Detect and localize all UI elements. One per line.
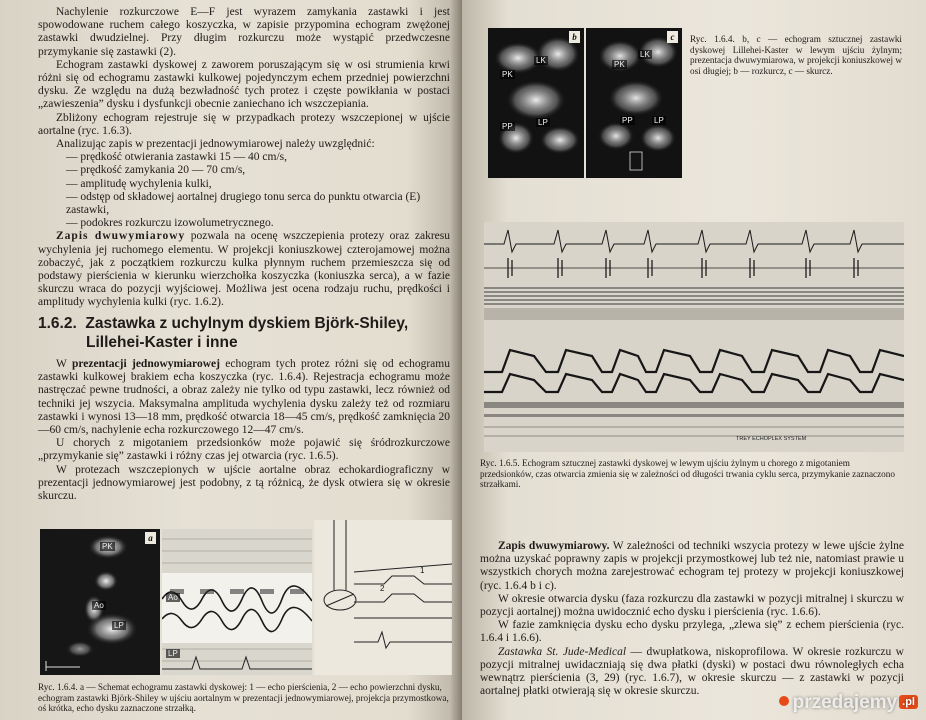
watermark-text: przedajemy	[792, 692, 898, 713]
panel-letter-a: a	[145, 532, 156, 544]
label-lp-c: LP	[654, 116, 664, 125]
right-text	[480, 540, 904, 698]
list-item: — odstęp od składowej aortalnej drugiego tonu serca do punktu otwarcia (E) zastawki,	[66, 191, 450, 217]
intro-paragraph: Nachylenie rozkurczowe E—F jest wyrazem zamykania zastawki i jest spowodowane ruchem całego koszyczka, w zapisie przypomina echogram zwężonej zastawki dwudzielnej. Przy długim rozkurczu może wystąpić przedwczesne przymykanie się zastawki (2).	[38, 6, 450, 58]
caption-bc-text: Ryc. 1.6.4. b, c — echogram sztucznej zastawki dyskowej Lillehei-Kaster w lewym ujściu żylnym; prezentacja dwuwymiarowa, w projekcji koniuszkowej w osi długiej; b — rozkurcz, c — skurcz.	[690, 34, 902, 76]
label-lp: LP	[114, 621, 124, 630]
paragraph-st-jude	[480, 646, 904, 699]
label-pp-c: PP	[622, 116, 633, 125]
paragraph-aortic: Zbliżony echogram rejestruje się w przypadkach protezy wszczepionej w ujście aortalne (ryc. 1.6.3).	[38, 111, 450, 137]
caption-fig-165	[480, 458, 900, 490]
section-title-line-2: Lillehei-Kaster i inne	[86, 334, 238, 351]
st-jude-name: Zastawka St. Jude-Medical	[498, 645, 627, 658]
lead-2d: Zapis dwuwymiarowy	[56, 230, 186, 243]
label-pk-b: PK	[502, 70, 513, 79]
list-item: — prędkość zamykania 20 — 70 cm/s,	[66, 164, 450, 177]
label-pk-c: PK	[614, 60, 625, 69]
right-page	[462, 0, 926, 720]
watermark-dot-icon	[779, 696, 789, 706]
label-ao-mmode: Ao	[168, 593, 178, 602]
label-ao: Ao	[94, 601, 104, 610]
section-heading	[38, 314, 450, 352]
left-text-top	[38, 6, 450, 310]
measurement-list	[38, 151, 450, 230]
panel-letter-c: c	[667, 31, 678, 43]
paragraph-2d-right	[480, 540, 904, 593]
caption-165-text: Ryc. 1.6.5. Echogram sztucznej zastawki dyskowej w lewym ujściu żylnym u chorego z migotaniem przedsionków, czas otwarcia zmienia się w zależności od długości trwania cyklu serca, przymykanie zaznaczono strzałkami.	[480, 458, 895, 490]
figure-165-strip	[484, 222, 904, 452]
paragraph-1d	[38, 358, 450, 437]
label-lp-mmode: LP	[168, 649, 178, 658]
paragraph-disc-closed: W fazie zamknięcia dysku echo dysku przylega, „zlewa się” z echem pierścienia (ryc. 1.6.4 i 1.6.6).	[480, 619, 904, 645]
schematic-diagram	[314, 520, 452, 675]
paragraph-2d-body: pozwala na ocenę wszczepienia protezy oraz zakresu wychylenia jej ruchomego elementu. W projekcji koniuszkowej czterojamowej można zobaczyć, jak z początkiem rozkurczu kulka płynnym ruchem przemieszcza się od podstawy pierścienia w kierunku wierzchołka koszyczka (koniuszka serca), a w fazie skurczu wraca do pozycji wyjściowej. Możliwa jest ocena rodzaju ruchu, prędkości i amplitudy wychylenia kulki (ryc. 1.6.2).	[38, 230, 450, 309]
caption-fig-164a	[38, 682, 450, 714]
label-pp-b: PP	[502, 122, 513, 131]
paragraph-aortic-prosthesis: W protezach wszczepionych w ujście aortalne obraz echokardiograficzny w prezentacji jednowymiarowej jest podobny, z tą różnicą, że dysk otwiera się w okresie skurczu.	[38, 463, 450, 503]
echo-b-image	[488, 28, 584, 178]
figure-164c-echo	[586, 28, 682, 178]
figure-164b-echo	[488, 28, 584, 178]
caption-text: Ryc. 1.6.4. a — Schemat echogramu zastawki dyskowej: 1 — echo pierścienia, 2 — echo powierzchni dysku, echogram zastawki Björk-Shiley w ujściu aortalnym w prezentacji jednowymiarowej, projekcja przymostkowa, oś krótka, echo dysku zaznaczone strzałką.	[38, 682, 449, 714]
section-title: Zastawka z uchylnym dyskiem Björk-Shiley,	[85, 315, 409, 332]
echo-c-image	[586, 28, 682, 178]
label-lp-b: LP	[538, 118, 548, 127]
panel-letter-b: b	[569, 31, 580, 43]
left-text-bottom	[38, 358, 450, 503]
paragraph-fibrillation: U chorych z migotaniem przedsionków może pojawić się śródrozkurczowe „przymykanie się” zastawki i różny czas jej otwarcia (ryc. 1.6.5).	[38, 437, 450, 463]
list-item: — podokres rozkurczu izowolumetrycznego.	[66, 217, 450, 230]
caption-fig-164bc	[690, 34, 902, 76]
label-lk-c: LK	[640, 50, 650, 59]
figure-164a-schematic	[314, 520, 452, 675]
strip-print-label: TREY ECHOPLEX SYSTEM	[736, 436, 807, 442]
section-title-line-1	[38, 314, 450, 333]
schematic-label-1: 1	[420, 566, 425, 575]
paragraph-analysis: Analizując zapis w prezentacji jednowymiarowej należy uwzględnić:	[56, 138, 375, 151]
list-item: — amplitudę wychylenia kulki,	[66, 178, 450, 191]
lead-2d-right: Zapis dwuwymiarowy.	[498, 540, 610, 552]
label-lk-b: LK	[536, 56, 546, 65]
st-jude-body: — dwupłatkowa, niskoprofilowa. W okresie rozkurczu w pozycji mitralnej uwidaczniają się dwa płatki (dyski) w postaci dwu równoległych echa wewnątrz pierścienia (3, 29) (ryc. 1.6.7), w okresie skurczu — z zastawki w pozycji aortalnej płatki otwierają się w okresie skurczu.	[480, 645, 904, 698]
section-number: 1.6.2.	[38, 315, 77, 332]
watermark-logo	[779, 692, 918, 714]
schematic-label-2: 2	[380, 584, 385, 593]
figure-164a-echo-2d	[40, 529, 160, 675]
mmode-strip	[162, 529, 312, 675]
paragraph-disc-valve: Echogram zastawki dyskowej z zaworem poruszającym się w osi strumienia krwi różni się od echogramu zastawki kulkowej pojedynczym echem przedniej powierzchni dysku. Ze względu na dużą bezwładność tych protez i częste powikłania w postaci „zawieszenia” dysku i dysfunkcji obecnie zaniechano ich wszczepiania.	[38, 58, 450, 111]
list-item: — prędkość otwierania zastawki 15 — 40 cm/s,	[66, 151, 450, 164]
paragraph-disc-open: W okresie otwarcia dysku (faza rozkurczu dla zastawki w pozycji mitralnej i skurczu w pozycji aortalnej) można uwidocznić echo dysku i pierścienia (ryc. 1.6.6).	[480, 592, 904, 619]
watermark-tld: .pl	[899, 695, 918, 709]
figure-164a-mmode	[162, 529, 312, 675]
paragraph-1d-start: W	[56, 358, 72, 370]
paragraph-2d-right-body: W zależności od techniki wszycia protezy w lewe ujście żylne można uzyskać poprawny zapis w projekcji przymostkowej lub też nie, natomiast prawie u wszystkich chorych można zarejestrować echogram tej protezy w projekcji koniuszkowej (ryc. 1.6.4 b i c).	[480, 540, 904, 592]
label-pk: PK	[102, 542, 113, 551]
lead-1d: prezentacji jednowymiarowej	[71, 358, 220, 370]
strip-recording	[484, 222, 904, 452]
paragraph-1d-body: echogram tych protez różni się od echogramu zastawki kulkowej brakiem echa koszyczka (ryc. 1.6.4). Rejestracja echogramu może nastręczać pewne trudności, a obraz zależy nie tylko od typu zastawki, lecz również od techniki jej wszycia. Maksymalna amplituda wychylenia dysku zależy też od rozmiaru zastawki i wynosi 13—18 mm, prędkość otwarcia 18—45 cm/s, prędkość zamknięcia 20—60 cm/s, nachylenie echa rozkurczowego 12—47 cm/s.	[38, 358, 450, 437]
paragraph-2d	[38, 230, 450, 309]
left-page	[0, 0, 462, 720]
